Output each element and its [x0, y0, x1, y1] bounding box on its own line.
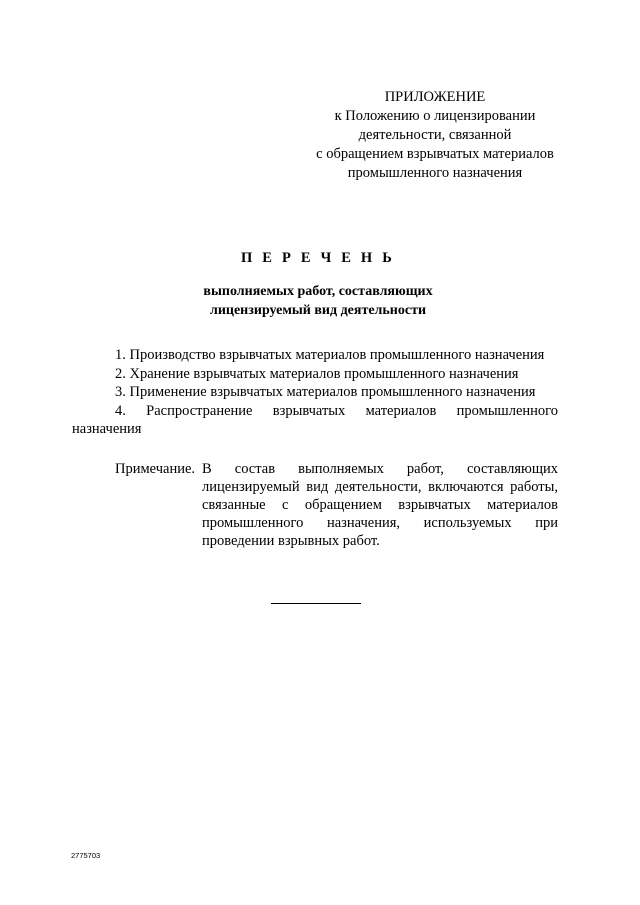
divider-line: [271, 603, 361, 604]
document-number: 2775703: [71, 851, 101, 860]
work-list: [72, 346, 558, 439]
list-item-line: 4. Распространение взрывчатых материалов промышленного: [115, 402, 558, 419]
note-text: В состав выполняемых работ, составляющих лицензируемый вид деятельности, включаются работы, связанные с обращением взрывчатых материалов промышленного назначения, используемых при проведении взрывных работ.: [202, 461, 558, 549]
list-item-line: назначения: [72, 421, 142, 438]
subtitle-line: выполняемых работ, составляющих: [203, 284, 433, 299]
appendix-line: промышленного назначения: [347, 165, 523, 181]
list-item: 2. Хранение взрывчатых материалов промышленного назначения: [115, 365, 519, 382]
note-label: Примечание.: [115, 461, 196, 477]
document-title: П Е Р Е Ч Е Н Ь: [240, 250, 396, 266]
subtitle-line: лицензируемый вид деятельности: [209, 303, 427, 318]
list-item: [72, 402, 558, 439]
list-item: 1. Производство взрывчатых материалов промышленного назначения: [115, 347, 545, 363]
appendix-line: к Положению о лицензировании: [334, 108, 536, 124]
appendix-header: [290, 88, 580, 183]
appendix-line: деятельности, связанной: [358, 127, 512, 143]
document-subtitle: [120, 282, 516, 320]
list-heading: [120, 249, 516, 320]
appendix-line: с обращением взрывчатых материалов: [316, 146, 554, 162]
list-item: 3. Применение взрывчатых материалов промышленного назначения: [115, 384, 536, 401]
appendix-title: ПРИЛОЖЕНИЕ: [384, 89, 486, 105]
